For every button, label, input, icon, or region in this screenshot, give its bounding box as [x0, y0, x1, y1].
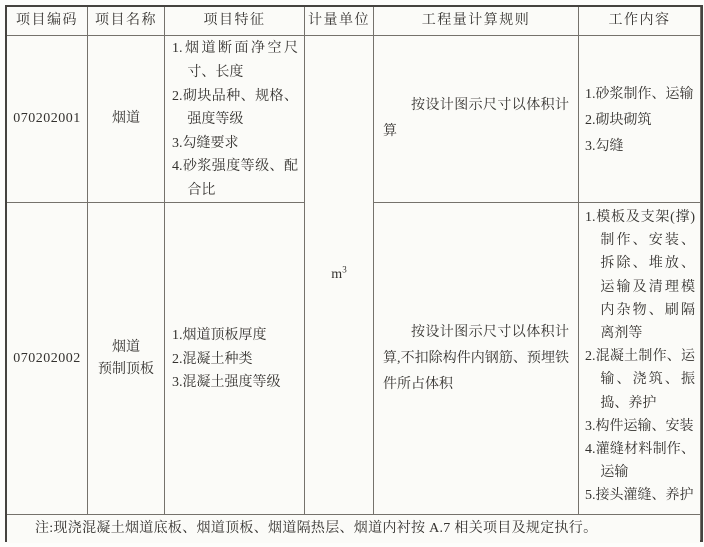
- feature-item: 3.混凝土强度等级: [172, 375, 281, 391]
- feature-item: 4.砂浆强度等级、配合比: [172, 159, 298, 198]
- header-calculation-rule: 工程量计算规则: [374, 7, 578, 35]
- work-item: 2.砌块砌筑: [585, 112, 652, 128]
- project-code-070202002: 070202002: [7, 203, 87, 514]
- project-name-line: 烟道: [112, 339, 140, 355]
- project-name-yandao: [88, 36, 164, 202]
- feature-item: 2.砌块品种、规格、强度等级: [172, 88, 298, 128]
- table-footnote: 注:现浇混凝土烟道底板、烟道顶板、烟道隔热层、烟道内衬按 A.7 相关项目及规定执行。: [7, 515, 700, 543]
- header-project-name: 项目名称: [88, 7, 164, 35]
- work-item: 3.勾缝: [585, 138, 624, 154]
- feature-item: 3.勾缝要求: [172, 135, 239, 151]
- header-measurement-unit: 计量单位: [305, 7, 373, 35]
- work-item: 1.砂浆制作、运输: [585, 86, 694, 102]
- work-item: 1.模板及支架(撑)制作、安装、拆除、堆放、运输及清理模内杂物、刷隔离剂等: [585, 210, 695, 342]
- header-project-features: 项目特征: [165, 7, 304, 35]
- bill-of-quantities-table: [5, 5, 703, 542]
- work-item: 2.混凝土制作、运输、浇筑、振捣、养护: [585, 349, 695, 411]
- work-item: 4.灌缝材料制作、运输: [585, 442, 695, 481]
- features-list-row1: [165, 36, 304, 202]
- project-name-line: 预制顶板: [98, 361, 154, 377]
- calc-rule-text: 按设计图示尺寸以体积计算: [383, 98, 569, 139]
- features-list-row2: [165, 203, 304, 514]
- project-code-070202001: 070202001: [7, 36, 87, 202]
- header-project-code: 项目编码: [7, 7, 87, 35]
- feature-item: 1.烟道断面净空尺寸、长度: [172, 41, 298, 81]
- work-item: 5.接头灌缝、养护: [585, 488, 694, 504]
- feature-item: 2.混凝土种类: [172, 351, 253, 367]
- project-name-yandao-yuzhi-dingban: [88, 203, 164, 514]
- work-item: 3.构件运输、安装: [585, 418, 694, 434]
- work-content-row2: [579, 203, 700, 514]
- unit-value: $m^3$: [331, 264, 347, 282]
- work-content-row1: [579, 36, 700, 202]
- calc-rule-cell-row2: [374, 203, 578, 514]
- measurement-unit-cell: [305, 36, 373, 514]
- feature-item: 1.烟道顶板厚度: [172, 328, 267, 344]
- unit-superscript: 3: [342, 264, 347, 275]
- calc-rule-text: 按设计图示尺寸以体积计算,不扣除构件内钢筋、预埋铁件所占体积: [383, 324, 569, 392]
- project-name-line: 烟道: [112, 111, 140, 126]
- header-work-content: 工作内容: [579, 7, 700, 35]
- calc-rule-cell-row1: [374, 36, 578, 202]
